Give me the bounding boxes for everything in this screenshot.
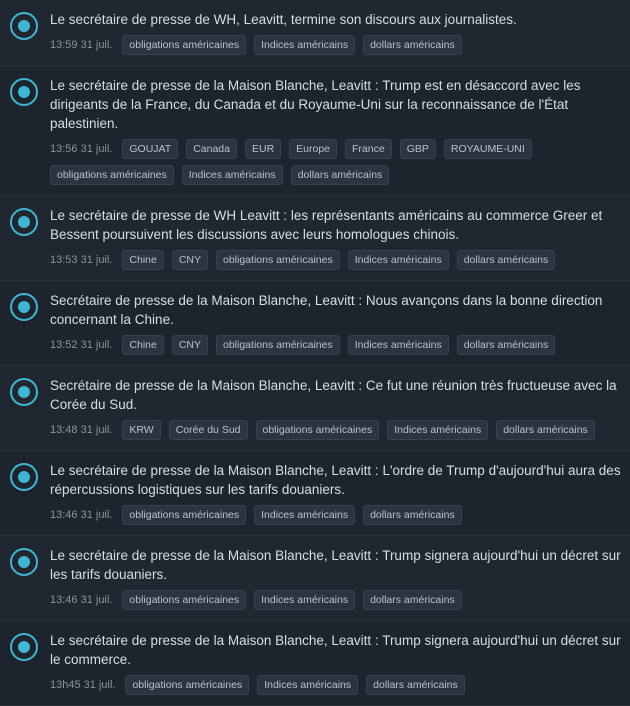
news-tag[interactable]: obligations américaines — [256, 420, 380, 440]
news-tag[interactable]: dollars américains — [363, 35, 462, 55]
news-tag[interactable]: obligations américaines — [122, 590, 246, 610]
circle-bullet-icon — [10, 463, 38, 491]
news-timestamp: 13:53 31 juil. — [50, 254, 113, 266]
news-item[interactable] — [0, 536, 630, 621]
news-meta-row — [50, 420, 622, 440]
news-timestamp: 13:46 31 juil. — [50, 594, 113, 606]
news-tag[interactable]: obligations américaines — [122, 505, 246, 525]
circle-bullet-dot — [18, 556, 30, 568]
news-tag[interactable]: Canada — [186, 139, 237, 159]
news-item-body — [50, 206, 622, 270]
news-item[interactable] — [0, 196, 630, 281]
news-meta-row — [50, 139, 622, 185]
news-headline[interactable]: Le secrétaire de presse de la Maison Blanche, Leavitt : L'ordre de Trump d'aujourd'hui aura des répercussions logistiques sur les tarifs douaniers. — [50, 463, 621, 497]
circle-bullet-dot — [18, 386, 30, 398]
news-tag[interactable]: Indices américains — [348, 335, 449, 355]
news-tag[interactable]: obligations américaines — [216, 250, 340, 270]
news-headline[interactable]: Le secrétaire de presse de la Maison Blanche, Leavitt : Trump signera aujourd'hui un décret sur le commerce. — [50, 633, 621, 667]
news-tag[interactable]: obligations américaines — [50, 165, 174, 185]
circle-bullet-dot — [18, 641, 30, 653]
news-tag[interactable]: Indices américains — [257, 675, 358, 695]
news-tag[interactable]: EUR — [245, 139, 281, 159]
news-tag[interactable]: KRW — [122, 420, 160, 440]
news-timestamp: 13:46 31 juil. — [50, 509, 113, 521]
news-tag[interactable]: Corée du Sud — [169, 420, 248, 440]
news-tag[interactable]: GOUJAT — [122, 139, 178, 159]
news-headline[interactable]: Le secrétaire de presse de WH, Leavitt, termine son discours aux journalistes. — [50, 12, 517, 27]
news-item-body — [50, 76, 622, 185]
news-headline[interactable]: Secrétaire de presse de la Maison Blanche, Leavitt : Ce fut une réunion très fructueuse avec la Corée du Sud. — [50, 378, 617, 412]
news-tag[interactable]: Indices américains — [254, 505, 355, 525]
news-meta-row — [50, 35, 622, 55]
news-tag[interactable]: ROYAUME-UNI — [444, 139, 532, 159]
news-tag[interactable]: Europe — [289, 139, 337, 159]
news-tag[interactable]: Chine — [122, 250, 163, 270]
news-headline[interactable]: Secrétaire de presse de la Maison Blanche, Leavitt : Nous avançons dans la bonne direction concernant la Chine. — [50, 293, 603, 327]
news-meta-row — [50, 335, 622, 355]
news-item[interactable] — [0, 621, 630, 706]
news-item-body — [50, 461, 622, 525]
news-tag[interactable]: France — [345, 139, 392, 159]
circle-bullet-icon — [10, 293, 38, 321]
circle-bullet-dot — [18, 301, 30, 313]
news-item[interactable] — [0, 451, 630, 536]
news-tag[interactable]: Indices américains — [254, 590, 355, 610]
circle-bullet-dot — [18, 86, 30, 98]
news-timestamp: 13:48 31 juil. — [50, 424, 113, 436]
news-meta-row — [50, 590, 622, 610]
news-tag[interactable]: Indices américains — [182, 165, 283, 185]
news-tag[interactable]: Indices américains — [387, 420, 488, 440]
news-timestamp: 13:59 31 juil. — [50, 39, 113, 51]
circle-bullet-dot — [18, 471, 30, 483]
news-tag[interactable]: dollars américains — [363, 590, 462, 610]
circle-bullet-icon — [10, 208, 38, 236]
news-headline[interactable]: Le secrétaire de presse de la Maison Blanche, Leavitt : Trump signera aujourd'hui un décret sur les tarifs douaniers. — [50, 548, 621, 582]
news-tag[interactable]: dollars américains — [366, 675, 465, 695]
news-tag[interactable]: obligations américaines — [125, 675, 249, 695]
news-tag[interactable]: Indices américains — [254, 35, 355, 55]
news-tag[interactable]: obligations américaines — [122, 35, 246, 55]
news-timestamp: 13:56 31 juil. — [50, 143, 113, 155]
news-headline[interactable]: Le secrétaire de presse de la Maison Blanche, Leavitt : Trump est en désaccord avec les dirigeants de la France, du Canada et du Royaume-Uni sur la reconnaissance de l'État palestinien. — [50, 78, 581, 131]
news-item-body — [50, 546, 622, 610]
news-meta-row — [50, 675, 622, 695]
news-timestamp: 13h45 31 juil. — [50, 679, 116, 691]
news-tag[interactable]: Indices américains — [348, 250, 449, 270]
news-item-body — [50, 10, 622, 55]
news-tag[interactable]: dollars américains — [457, 250, 556, 270]
circle-bullet-dot — [18, 216, 30, 228]
news-item[interactable] — [0, 366, 630, 451]
news-tag[interactable]: dollars américains — [496, 420, 595, 440]
news-item-body — [50, 291, 622, 355]
circle-bullet-icon — [10, 633, 38, 661]
news-tag[interactable]: CNY — [172, 250, 208, 270]
news-timestamp: 13:52 31 juil. — [50, 339, 113, 351]
news-tag[interactable]: dollars américains — [363, 505, 462, 525]
news-item[interactable] — [0, 281, 630, 366]
news-tag[interactable]: Chine — [122, 335, 163, 355]
news-item[interactable] — [0, 0, 630, 66]
news-headline[interactable]: Le secrétaire de presse de WH Leavitt : les représentants américains au commerce Greer et Bessent poursuivent les discussions avec leurs homologues chinois. — [50, 208, 603, 242]
news-tag[interactable]: CNY — [172, 335, 208, 355]
news-item[interactable] — [0, 66, 630, 196]
circle-bullet-icon — [10, 548, 38, 576]
news-meta-row — [50, 250, 622, 270]
circle-bullet-icon — [10, 78, 38, 106]
news-tag[interactable]: GBP — [400, 139, 436, 159]
news-tag[interactable]: dollars américains — [457, 335, 556, 355]
circle-bullet-dot — [18, 20, 30, 32]
news-item-body — [50, 631, 622, 695]
circle-bullet-icon — [10, 378, 38, 406]
news-meta-row — [50, 505, 622, 525]
circle-bullet-icon — [10, 12, 38, 40]
news-item-body — [50, 376, 622, 440]
news-tag[interactable]: obligations américaines — [216, 335, 340, 355]
news-tag[interactable]: dollars américains — [291, 165, 390, 185]
